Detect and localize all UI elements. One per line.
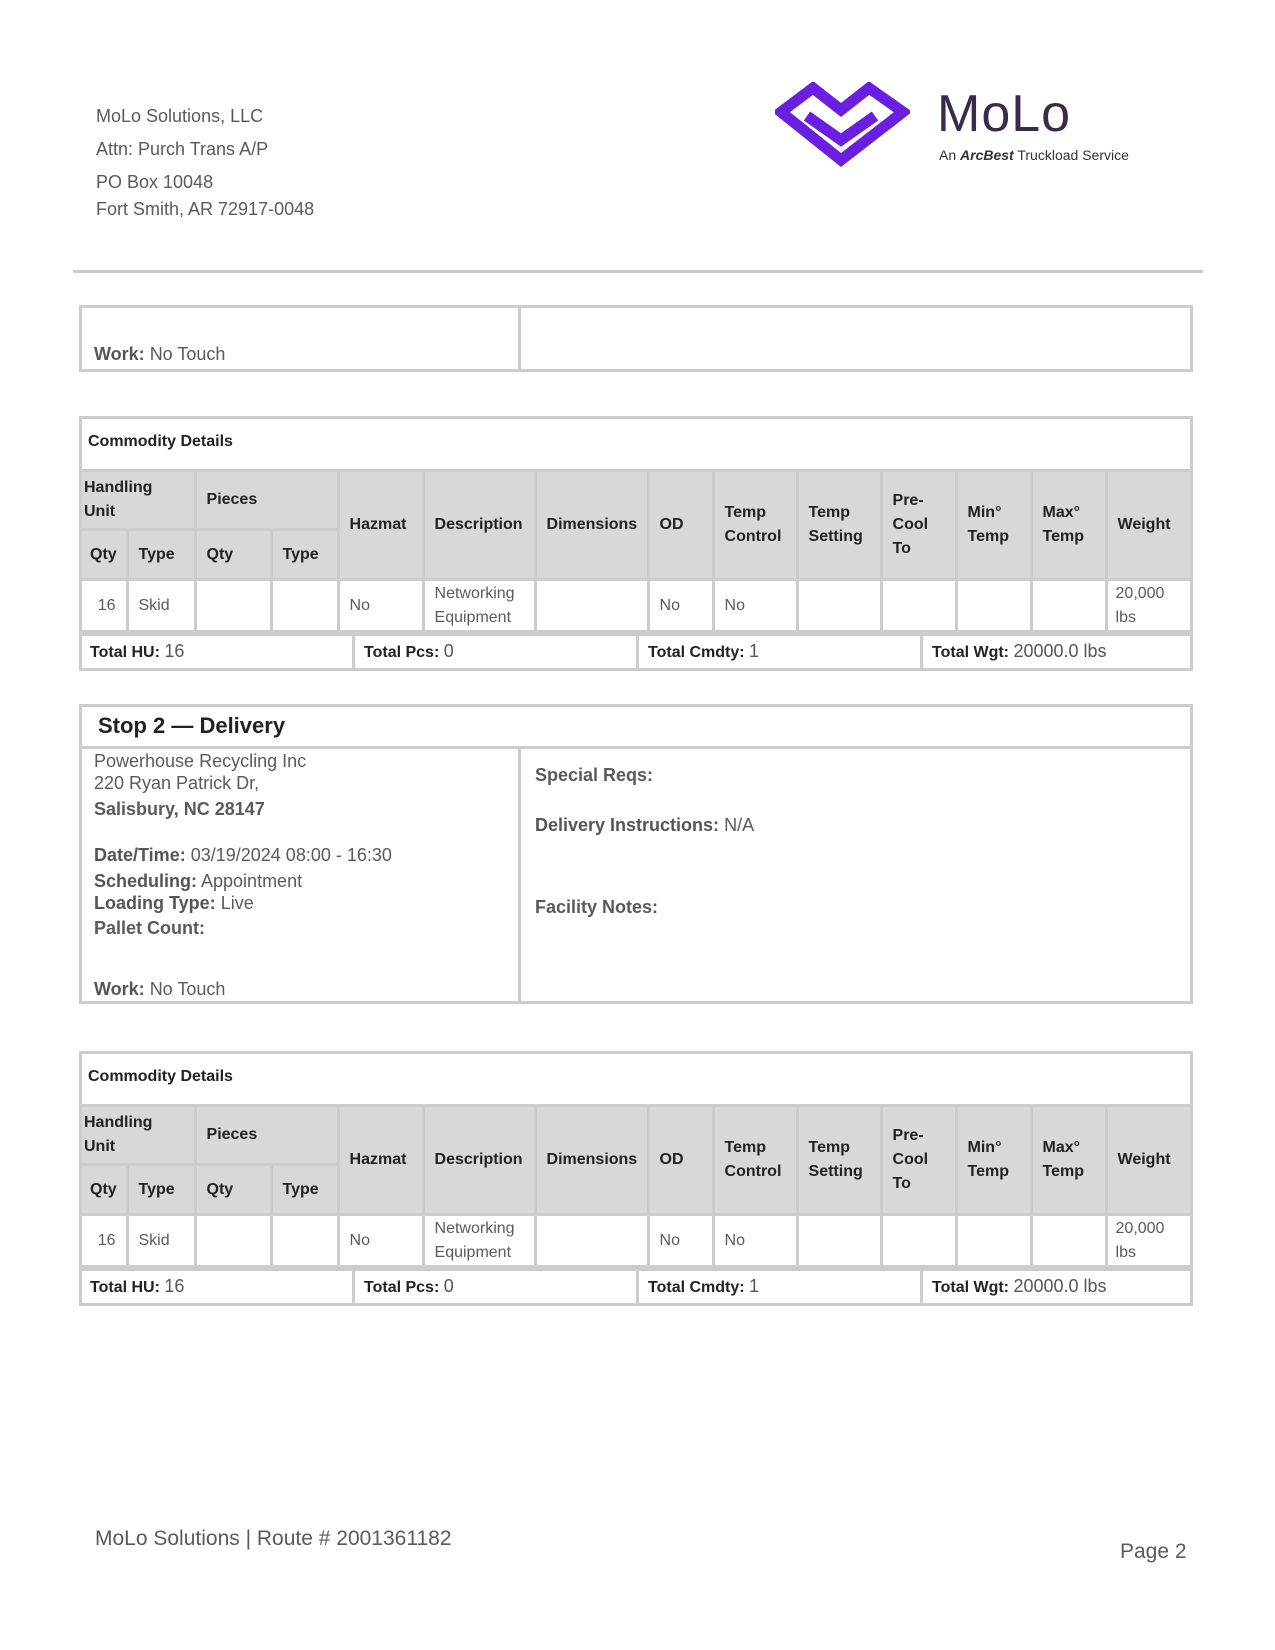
stop2-street: 220 Ryan Patrick Dr, (94, 773, 260, 793)
total-hu: Total HU: 16 (90, 641, 185, 661)
cell-max-temp (1031, 1215, 1106, 1267)
company-name: MoLo Solutions, LLC (96, 106, 264, 126)
col-weight: Weight (1106, 1107, 1190, 1215)
col-pc-type: Type (271, 530, 338, 580)
table-row (82, 1215, 1190, 1267)
total-cmdty: Total Cmdty: 1 (648, 1276, 760, 1296)
stop2-special-reqs: Special Reqs: (535, 765, 654, 785)
stop2-pallet-count: Pallet Count: (94, 918, 205, 938)
col-max-temp: Max° Temp (1031, 472, 1106, 580)
col-dimensions: Dimensions (535, 472, 648, 580)
stop1-work: Work: No Touch (94, 344, 226, 364)
cell-temp-setting (797, 1215, 881, 1267)
col-description: Description (423, 472, 535, 580)
cell-description: Networking Equipment (423, 580, 535, 632)
col-pc-type: Type (271, 1165, 338, 1215)
stop2-datetime: Date/Time: 03/19/2024 08:00 - 16:30 (94, 845, 392, 865)
col-od: OD (648, 472, 713, 580)
stop1-detail-box (79, 305, 1193, 372)
commodity-title: Commodity Details (82, 1054, 1190, 1107)
totals-row (82, 633, 1190, 668)
col-pre-cool: Pre-Cool To (881, 1107, 956, 1215)
cell-hazmat: No (338, 580, 423, 632)
col-temp-setting: Temp Setting (797, 1107, 881, 1215)
cell-temp-setting (797, 580, 881, 632)
cell-pre-cool (881, 580, 956, 632)
table-row (82, 580, 1190, 632)
totals-row (82, 1268, 1190, 1303)
col-temp-control: Temp Control (713, 472, 797, 580)
commodity-grid (82, 472, 1190, 633)
total-cmdty: Total Cmdty: 1 (648, 641, 760, 661)
stop2-company: Powerhouse Recycling Inc (94, 751, 307, 771)
totals-divider (352, 636, 355, 668)
totals-divider (636, 636, 639, 668)
stop2-facility-notes: Facility Notes: (535, 897, 659, 917)
header-divider (73, 270, 1203, 273)
stop2-scheduling: Scheduling: Appointment (94, 871, 303, 891)
molo-mark-icon (775, 82, 910, 172)
total-pcs: Total Pcs: 0 (364, 641, 454, 661)
stop2-box (79, 704, 1193, 1004)
col-handling-unit: Handling Unit (82, 1107, 195, 1165)
cell-pc-type (271, 580, 338, 632)
total-hu: Total HU: 16 (90, 1276, 185, 1296)
stop2-divider (518, 749, 521, 1001)
cell-od: No (648, 580, 713, 632)
page-number: Page 2 (1120, 1540, 1187, 1563)
footer-route: MoLo Solutions | Route # 2001361182 (95, 1527, 452, 1550)
stop2-delivery-instructions: Delivery Instructions: N/A (535, 815, 755, 835)
logo-wordmark: MoLo (937, 85, 1072, 143)
commodity-title: Commodity Details (82, 419, 1190, 472)
cell-dimensions (535, 1215, 648, 1267)
col-pieces: Pieces (195, 1107, 338, 1165)
cell-description: Networking Equipment (423, 1215, 535, 1267)
col-pre-cool: Pre-Cool To (881, 472, 956, 580)
cell-pre-cool (881, 1215, 956, 1267)
cell-weight: 20,000 lbs (1106, 580, 1190, 632)
cell-min-temp (956, 580, 1031, 632)
commodity-table-2 (79, 1051, 1193, 1306)
cell-hu-qty: 16 (82, 1215, 127, 1267)
totals-divider (352, 1271, 355, 1303)
cell-temp-control: No (713, 1215, 797, 1267)
cell-hu-type: Skid (127, 580, 195, 632)
cell-pc-type (271, 1215, 338, 1267)
col-hu-qty: Qty (82, 1165, 127, 1215)
stop2-city: Salisbury, NC 28147 (94, 799, 265, 819)
col-description: Description (423, 1107, 535, 1215)
attn-line: Attn: Purch Trans A/P (96, 139, 269, 159)
cell-od: No (648, 1215, 713, 1267)
col-hu-qty: Qty (82, 530, 127, 580)
col-handling-unit: Handling Unit (82, 472, 195, 530)
totals-divider (920, 636, 923, 668)
total-wgt: Total Wgt: 20000.0 lbs (932, 641, 1107, 661)
cell-max-temp (1031, 580, 1106, 632)
col-od: OD (648, 1107, 713, 1215)
stop1-divider (518, 308, 521, 369)
molo-logo (775, 82, 1155, 177)
cell-weight: 20,000 lbs (1106, 1215, 1190, 1267)
cell-pc-qty (195, 580, 271, 632)
commodity-grid (82, 1107, 1190, 1268)
commodity-table-1 (79, 416, 1193, 671)
col-hu-type: Type (127, 1165, 195, 1215)
po-box: PO Box 10048 (96, 172, 214, 192)
logo-tagline: An ArcBest Truckload Service (939, 147, 1129, 163)
cell-hazmat: No (338, 1215, 423, 1267)
total-pcs: Total Pcs: 0 (364, 1276, 454, 1296)
cell-dimensions (535, 580, 648, 632)
cell-pc-qty (195, 1215, 271, 1267)
col-weight: Weight (1106, 472, 1190, 580)
cell-temp-control: No (713, 580, 797, 632)
col-max-temp: Max° Temp (1031, 1107, 1106, 1215)
col-pc-qty: Qty (195, 1165, 271, 1215)
cell-hu-type: Skid (127, 1215, 195, 1267)
col-hazmat: Hazmat (338, 472, 423, 580)
stop2-work: Work: No Touch (94, 979, 226, 999)
col-min-temp: Min° Temp (956, 1107, 1031, 1215)
col-hazmat: Hazmat (338, 1107, 423, 1215)
col-temp-control: Temp Control (713, 1107, 797, 1215)
total-wgt: Total Wgt: 20000.0 lbs (932, 1276, 1107, 1296)
cell-min-temp (956, 1215, 1031, 1267)
city-state-zip: Fort Smith, AR 72917-0048 (96, 199, 315, 219)
col-dimensions: Dimensions (535, 1107, 648, 1215)
col-pc-qty: Qty (195, 530, 271, 580)
cell-hu-qty: 16 (82, 580, 127, 632)
stop2-loading-type: Loading Type: Live (94, 893, 254, 913)
totals-divider (636, 1271, 639, 1303)
col-temp-setting: Temp Setting (797, 472, 881, 580)
col-min-temp: Min° Temp (956, 472, 1031, 580)
totals-divider (920, 1271, 923, 1303)
col-pieces: Pieces (195, 472, 338, 530)
col-hu-type: Type (127, 530, 195, 580)
stop2-title: Stop 2 — Delivery (82, 707, 1190, 749)
